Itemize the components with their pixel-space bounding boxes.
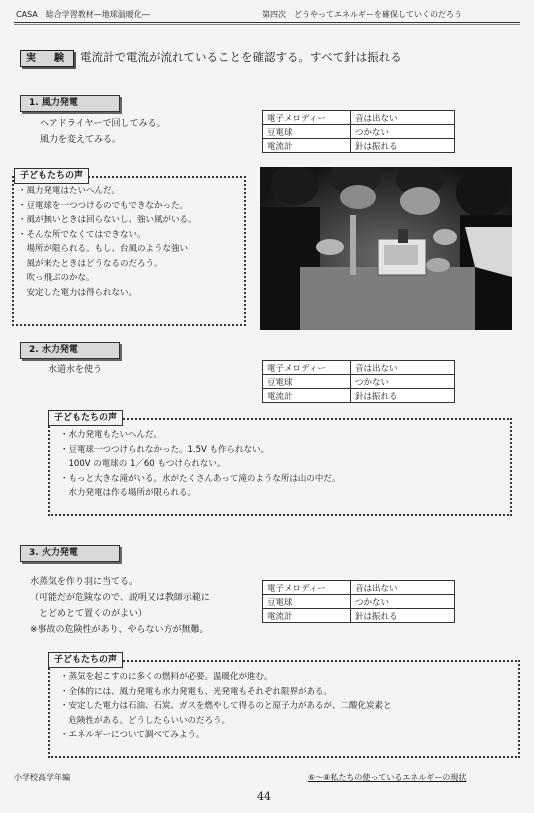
table-cell-result: 針は振れる — [351, 389, 455, 403]
header-left: CASA 総合学習教材―地球温暖化― — [16, 10, 150, 19]
table-row — [263, 375, 455, 389]
voices-list-thermal — [60, 670, 392, 743]
table-cell-item: 電流計 — [263, 139, 351, 153]
result-table-water — [262, 360, 455, 403]
section-text-water-1: 水道水を使う — [48, 365, 103, 375]
table-row — [263, 581, 455, 595]
table-cell-item: 電流計 — [263, 389, 351, 403]
table-cell-item: 豆電球 — [263, 125, 351, 139]
voices-label-wind: 子どもたちの声 — [14, 168, 89, 184]
table-cell-item: 電子メロディー — [263, 111, 351, 125]
voice-line: ・水力発電もたいへんだ。 — [60, 430, 163, 440]
footer-left: 小学校高学年編 — [14, 773, 70, 782]
table-row — [263, 609, 455, 623]
voice-line: 100V の電球の 1／60 もつけられない。 — [60, 459, 226, 469]
table-cell-result: つかない — [351, 125, 455, 139]
table-cell-result: 音は出ない — [351, 581, 455, 595]
voice-line: ・豆電球を一つつけるのでもできなかった。 — [18, 200, 189, 211]
voice-line: ・蒸気を起こすのに多くの燃料が必要。温暖化が進む。 — [60, 672, 273, 682]
voices-label-water: 子どもたちの声 — [48, 410, 123, 426]
section-text-thermal-4: ※事故の危険性があり、やらない方が無難。 — [30, 625, 209, 635]
section-text-thermal-3: とどめとて置くのがよい） — [30, 609, 148, 619]
table-cell-result: つかない — [351, 595, 455, 609]
section-text-thermal-2: （可能だが危険なので、説明又は教師示範に — [30, 593, 210, 603]
section-title-wind: 1. 風力発電 — [20, 95, 120, 112]
table-row — [263, 361, 455, 375]
table-cell-item: 電子メロディー — [263, 581, 351, 595]
voice-line: ・風力発電はたいへんだ。 — [18, 186, 121, 196]
table-row — [263, 125, 455, 139]
voice-line: ・豆電球一つつけられなかった。1.5V も作られない。 — [60, 444, 270, 455]
voices-list-water — [60, 428, 340, 501]
table-cell-item: 電流計 — [263, 609, 351, 623]
footer-right: ⑥～⑧私たちの使っているエネルギーの現状 — [308, 773, 467, 782]
result-table-thermal — [262, 580, 455, 623]
voice-line: 吹っ飛ぶのかな。 — [18, 273, 95, 283]
voice-line: 風が来たときはどうなるのだろう。 — [18, 258, 163, 269]
header-rule — [14, 22, 520, 23]
table-cell-result: 音は出ない — [351, 361, 455, 375]
section-text-wind-1: ヘアドライヤーで回してみる。 — [40, 119, 166, 129]
page-number: 44 — [257, 790, 271, 803]
table-cell-item: 豆電球 — [263, 595, 351, 609]
voice-line: 水力発電は作る場所が限られる。 — [60, 488, 197, 498]
experiment-badge: 実 験 — [20, 50, 74, 67]
section-title-water: 2. 水力発電 — [20, 342, 120, 359]
voice-line: 安定した電力は得られない。 — [18, 287, 138, 298]
voice-line: 危険性がある。どうしたらいいのだろう。 — [60, 715, 231, 726]
table-cell-result: 針は振れる — [351, 139, 455, 153]
table-cell-result: 針は振れる — [351, 609, 455, 623]
table-cell-result: 音は出ない — [351, 111, 455, 125]
experiment-title: 電流計で電流が流れていることを確認する。すべて針は振れる — [80, 50, 402, 64]
voice-line: ・エネルギーについて調べてみよう。 — [60, 730, 205, 740]
table-row — [263, 595, 455, 609]
classroom-photo — [260, 167, 512, 330]
voice-line: 場所が限られる。もし、台風のような強い — [18, 244, 189, 254]
voice-line: ・もっと大きな滝がいる。水がたくさんあって滝のような所は山の中だ。 — [60, 473, 341, 484]
section-text-thermal-1: 水蒸気を作り羽に当てる。 — [30, 577, 139, 587]
header-right: 第四次 どうやってエネルギーを確保していくのだろう — [262, 10, 462, 19]
voice-line: ・そんな所でなくてはできない。 — [18, 229, 146, 240]
voices-label-thermal: 子どもたちの声 — [48, 652, 123, 668]
voice-line: ・安定した電力は石油、石炭、ガスを燃やして得るのと原子力があるが、二酸化炭素と — [60, 701, 392, 711]
voice-line: ・全体的には、風力発電も水力発電も、光発電もそれぞれ限界がある。 — [60, 686, 333, 697]
table-row — [263, 111, 455, 125]
header-rule-2 — [14, 24, 520, 25]
section-title-thermal: 3. 火力発電 — [20, 545, 120, 562]
table-cell-item: 電子メロディー — [263, 361, 351, 375]
voices-list-wind — [18, 184, 197, 300]
table-row — [263, 389, 455, 403]
section-text-wind-2: 風力を変えてみる。 — [40, 135, 122, 145]
table-cell-result: つかない — [351, 375, 455, 389]
result-table-wind — [262, 110, 455, 153]
table-row — [263, 139, 455, 153]
voice-line: ・風が無いときは回らないし、強い風がいる。 — [18, 215, 197, 225]
table-cell-item: 豆電球 — [263, 375, 351, 389]
